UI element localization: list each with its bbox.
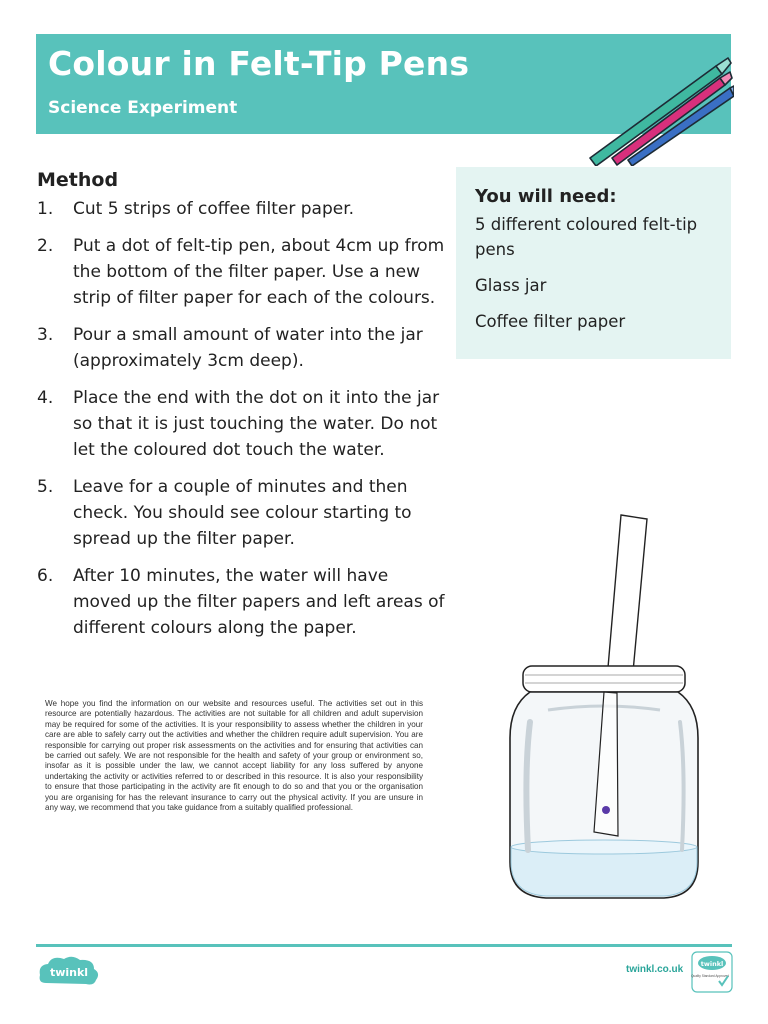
equipment-item: 5 different coloured felt-tip pens [475, 215, 698, 259]
step-text: After 10 minutes, the water will have moved up the filter papers and left areas of different colours along the paper. [73, 566, 445, 638]
step-text: Put a dot of felt-tip pen, about 4cm up from the bottom of the filter paper. Use a new strip of filter paper for each of the colours. [73, 236, 445, 308]
logo-text: twinkl [49, 966, 89, 979]
title-banner [36, 34, 731, 134]
method-heading: Method [37, 169, 119, 191]
equipment-list [475, 212, 715, 345]
method-step [37, 196, 447, 222]
step-number: 6. [37, 566, 54, 586]
step-text: Cut 5 strips of coffee filter paper. [73, 199, 355, 219]
badge-text: Quality Standard Approved [691, 974, 730, 978]
equipment-item: Coffee filter paper [475, 312, 626, 331]
method-step [37, 233, 447, 311]
quality-badge-icon [691, 951, 733, 993]
method-step [37, 474, 447, 552]
page-title: Colour in Felt-Tip Pens [48, 44, 470, 83]
method-step [37, 322, 447, 374]
safety-disclaimer: We hope you find the information on our website and resources useful. The activities set out in this resource are potentially hazardous. The activities are not suitable for all children and adult supervision may be required for some of the activities. It is your responsibility to assess whether the children in your care are able to safely carry out the activities and whether the children require adult supervision. You are responsible for carrying out proper risk assessments on the activities and for ensuring that activities can be carried out safely. We are not responsible for the health and safety of your group or environment so, insofar as it is possible under the law, we cannot accept liability for any loss suffered by anyone undertaking the activity or activities referred to or described in this resource. It is also your responsibility to ensure that those participating in the activity are fit enough to do so and that you or the organisation you are organising for has the relevant insurance to carry out the physical activity. If you are unsure in any way, we recommend that you take guidance from a suitably qualified professional. [45, 699, 423, 813]
method-step [37, 385, 447, 463]
method-steps-list [37, 196, 447, 652]
website-link[interactable]: twinkl.co.uk [626, 964, 684, 975]
equipment-heading: You will need: [475, 186, 617, 207]
footer-divider [36, 944, 732, 947]
step-text: Leave for a couple of minutes and then check. You should see colour starting to spread up the filter paper. [73, 477, 412, 549]
step-number: 3. [37, 325, 54, 345]
ink-dot [602, 806, 610, 814]
jar-lid [523, 666, 685, 692]
equipment-box [456, 167, 731, 359]
step-text: Place the end with the dot on it into the jar so that it is just touching the water. Do not let the coloured dot touch the water. [73, 388, 440, 460]
page-subtitle: Science Experiment [48, 98, 238, 118]
step-text: Pour a small amount of water into the jar (approximately 3cm deep). [73, 325, 423, 371]
step-number: 2. [37, 236, 54, 256]
step-number: 5. [37, 477, 54, 497]
step-number: 4. [37, 388, 54, 408]
jar-with-filter-paper-illustration [500, 510, 710, 905]
twinkl-logo[interactable] [38, 955, 100, 987]
step-number: 1. [37, 199, 54, 219]
felt-tip-pens-icon [584, 54, 734, 166]
equipment-item: Glass jar [475, 276, 547, 295]
method-step [37, 563, 447, 641]
badge-brand: twinkl [700, 960, 724, 968]
